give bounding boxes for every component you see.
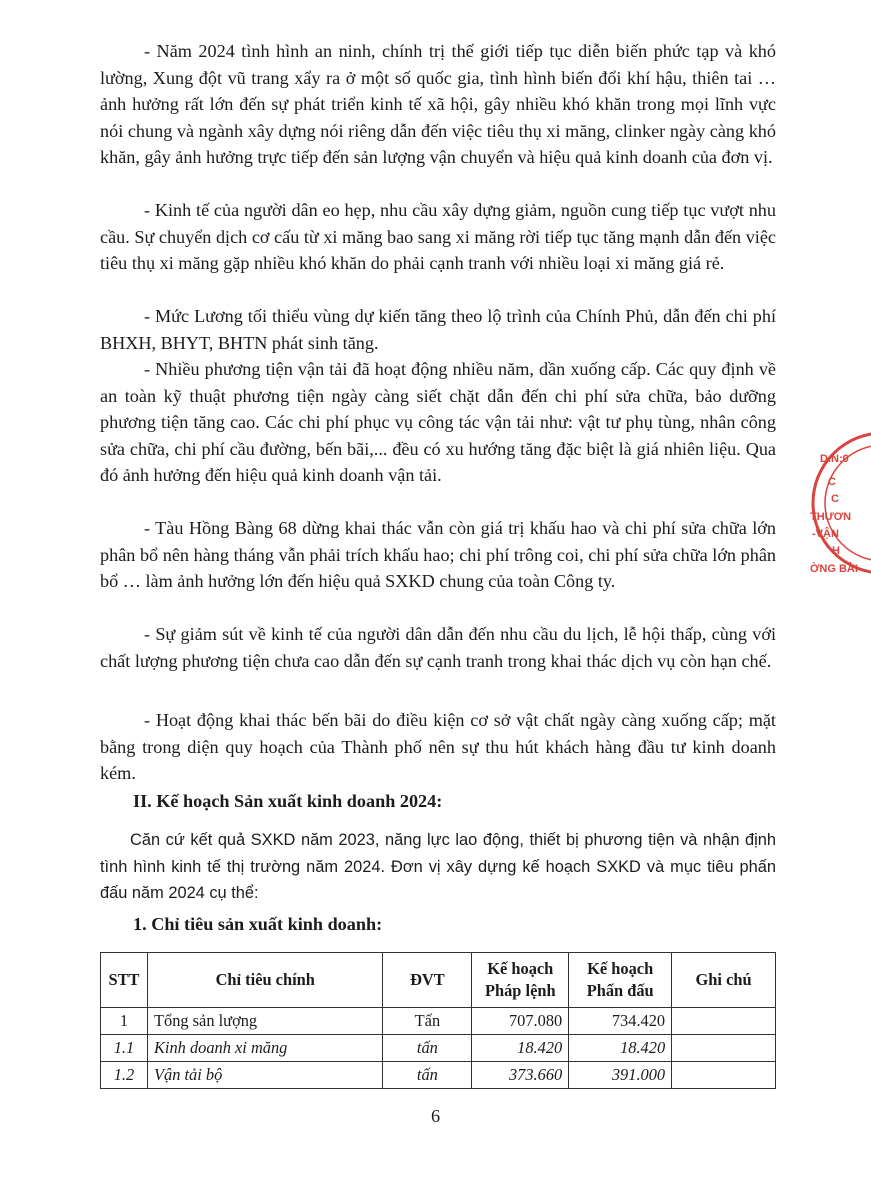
cell-plan-target: 391.000 bbox=[569, 1062, 672, 1089]
paragraph-2: - Kinh tế của người dân eo hẹp, nhu cầu xây dựng giảm, nguồn cung tiếp tục vượt nhu cầu. Sự chuyển dịch cơ cấu từ xi măng bao sang xi măng rời tiếp tục tăng mạnh dẫn đến việc tiêu thụ xi măng gặp nhiều khó khăn do phải cạnh tranh với nhiều loại xi măng giá rẻ. bbox=[100, 200, 776, 273]
page-number: 6 bbox=[430, 1106, 441, 1126]
paragraph-5: - Tàu Hồng Bàng 68 dừng khai thác vẫn còn giá trị khấu hao và chi phí sửa chữa lớn phân bổ nên hàng tháng vẫn phải trích khấu hao; chi phí trông coi, chi phí sửa chữa lớn phân bổ … làm ảnh hưởng lớn đến hiệu quả SXKD chung của toàn Công ty. bbox=[100, 518, 776, 591]
section-heading: II. Kế hoạch Sản xuất kinh doanh 2024: bbox=[133, 791, 443, 811]
seal-text: H bbox=[832, 545, 840, 557]
cell-indicator: Vận tải bộ bbox=[147, 1062, 382, 1089]
cell-plan-legal: 707.080 bbox=[472, 1008, 569, 1035]
paragraph-3: - Mức Lương tối thiểu vùng dự kiến tăng theo lộ trình của Chính Phủ, dẫn đến chi phí BHXH, BHYT, BHTN phát sinh tăng. bbox=[100, 306, 776, 353]
subsection-heading: 1. Chỉ tiêu sản xuất kinh doanh: bbox=[133, 914, 383, 934]
seal-text: THƯƠN bbox=[810, 511, 852, 523]
cell-note bbox=[672, 1062, 776, 1089]
header-note: Ghi chú bbox=[672, 953, 776, 1008]
header-unit: ĐVT bbox=[383, 953, 472, 1008]
seal-text: C bbox=[831, 493, 839, 505]
table-row bbox=[101, 1062, 776, 1089]
cell-indicator: Kinh doanh xi măng bbox=[147, 1035, 382, 1062]
cell-note bbox=[672, 1008, 776, 1035]
table-header-row bbox=[101, 953, 776, 1008]
seal-text: ỜNG BÀI bbox=[810, 563, 858, 575]
company-seal-icon bbox=[808, 428, 871, 578]
seal-text: D.N:0 bbox=[820, 453, 849, 465]
header-indicator: Chỉ tiêu chính bbox=[147, 953, 382, 1008]
paragraph-6: - Sự giảm sút về kinh tế của người dân dẫn đến nhu cầu du lịch, lễ hội thấp, cùng với chất lượng phương tiện chưa cao dẫn đến sự cạnh tranh trong khai thác dịch vụ còn hạn chế. bbox=[100, 624, 776, 671]
cell-plan-legal: 18.420 bbox=[472, 1035, 569, 1062]
cell-indicator: Tổng sản lượng bbox=[147, 1008, 382, 1035]
table-row bbox=[101, 1035, 776, 1062]
cell-unit: tấn bbox=[383, 1035, 472, 1062]
section-intro: Căn cứ kết quả SXKD năm 2023, năng lực lao động, thiết bị phương tiện và nhận định tình hình kinh tế thị trường năm 2024. Đơn vị xây dựng kế hoạch SXKD và mục tiêu phấn đấu năm 2024 cụ thể: bbox=[100, 831, 776, 902]
header-plan-target: Kế hoạch Phấn đấu bbox=[569, 953, 672, 1008]
seal-text: -VẬN bbox=[812, 528, 839, 540]
cell-stt: 1.2 bbox=[101, 1062, 148, 1089]
cell-stt: 1 bbox=[101, 1008, 148, 1035]
cell-plan-target: 18.420 bbox=[569, 1035, 672, 1062]
cell-unit: Tấn bbox=[383, 1008, 472, 1035]
paragraph-7: - Hoạt động khai thác bến bãi do điều kiện cơ sở vật chất ngày càng xuống cấp; mặt bằng trong diện quy hoạch của Thành phố nên sự thu hút khách hàng đầu tư kinh doanh kém. bbox=[100, 710, 776, 783]
table-row bbox=[101, 1008, 776, 1035]
header-stt: STT bbox=[101, 953, 148, 1008]
cell-note bbox=[672, 1035, 776, 1062]
cell-unit: tấn bbox=[383, 1062, 472, 1089]
cell-stt: 1.1 bbox=[101, 1035, 148, 1062]
header-plan-legal: Kế hoạch Pháp lệnh bbox=[472, 953, 569, 1008]
cell-plan-target: 734.420 bbox=[569, 1008, 672, 1035]
targets-table bbox=[100, 952, 776, 1089]
seal-text: C bbox=[828, 476, 836, 488]
cell-plan-legal: 373.660 bbox=[472, 1062, 569, 1089]
paragraph-4: - Nhiều phương tiện vận tải đã hoạt động nhiều năm, dần xuống cấp. Các quy định về an toàn kỹ thuật phương tiện ngày càng siết chặt dẫn đến chi phí sửa chữa, bảo dưỡng phương tiện tăng cao. Các chi phí phục vụ công tác vận tải như: vật tư phụ tùng, nhân công sửa chữa, chi phí cầu đường, bến bãi,... đều có xu hướng tăng đặc biệt là giá nhiên liệu. Qua đó ảnh hưởng đến hiệu quả kinh doanh vận tải. bbox=[100, 359, 776, 485]
paragraph-1: - Năm 2024 tình hình an ninh, chính trị thế giới tiếp tục diễn biến phức tạp và khó lường, Xung đột vũ trang xẩy ra ở một số quốc gia, tình hình biến đổi khí hậu, thiên tai … ảnh hưởng rất lớn đến sự phát triển kinh tế xã hội, gây nhiều khó khăn trong mọi lĩnh vực nói chung và ngành xây dựng nói riêng dẫn đến việc tiêu thụ xi măng, clinker ngày càng khó khăn, gây ảnh hưởng trực tiếp đến sản lượng vận chuyển và hiệu quả kinh doanh của đơn vị. bbox=[100, 41, 776, 167]
